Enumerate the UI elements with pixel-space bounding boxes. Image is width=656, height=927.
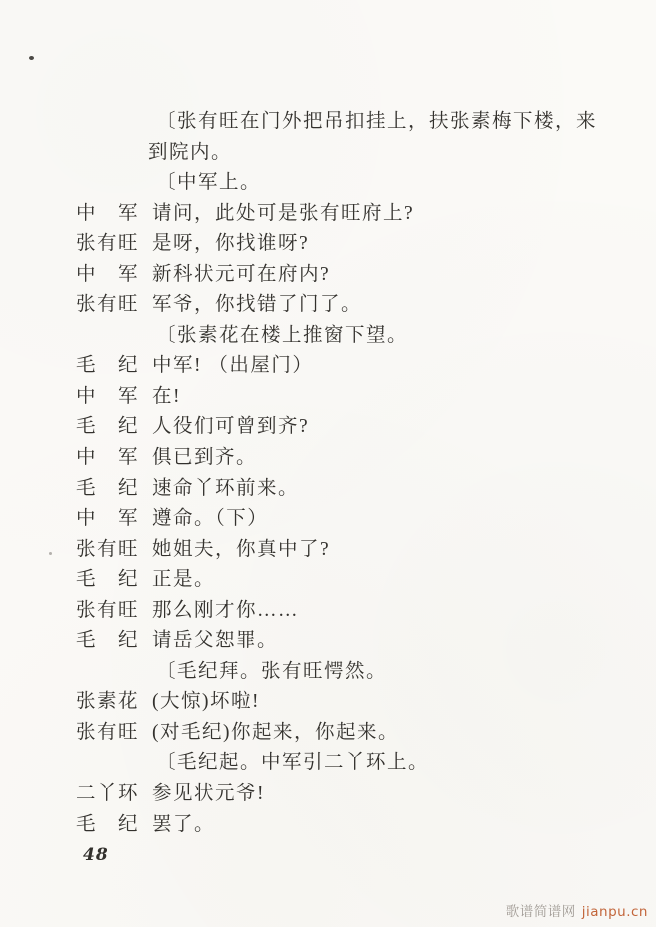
stage-direction-text: 〔张素花在楼上推窗下望。 [156,324,409,346]
dialogue-text: 新科状元可在府内? [152,263,331,285]
speaker-name: 张有旺 [76,294,140,316]
dialogue-text: 人役们可曾到齐? [152,416,310,438]
speaker-name: 张素花 [76,691,140,713]
speaker-name: 张有旺 [76,538,140,560]
dialogue-text: 参见状元爷! [152,783,265,805]
speaker-name: 中 军 [76,263,140,285]
script-line-dialogue [0,687,656,718]
script-line-dialogue [0,260,656,291]
speaker-name: 张有旺 [76,721,140,743]
script-line-dialogue [0,779,656,810]
dialogue-text: 正是。 [152,569,216,591]
dialogue-text: 在! [152,385,181,407]
dialogue-text: 军爷，你找错了门了。 [152,294,363,316]
speaker-name: 中 军 [76,202,140,224]
dialogue-text: 请岳父恕罪。 [152,630,279,652]
script-line-stage-direction [0,657,656,688]
dialogue-text: 罢了。 [152,813,216,835]
dialogue-text: 俱已到齐。 [152,447,258,469]
speaker-name: 张有旺 [76,599,140,621]
dialogue-text: (大惊)坏啦! [152,691,260,713]
speaker-name: 中 军 [76,447,140,469]
script-line-dialogue [0,199,656,230]
dialogue-text: 请问，此处可是张有旺府上? [152,202,415,224]
dialogue-text: 中军! （出屋门） [152,355,314,377]
watermark-url: jianpu.cn [581,904,648,920]
script-line-dialogue [0,718,656,749]
script-line-dialogue [0,626,656,657]
dialogue-text: 速命丫环前来。 [152,477,300,499]
script-line-stage-direction [0,138,656,169]
stage-direction-text: 〔中军上。 [156,172,262,194]
stage-direction-text: 到院内。 [148,141,233,163]
speaker-name: 中 军 [76,385,140,407]
speaker-name: 毛 纪 [76,477,140,499]
script-line-dialogue [0,443,656,474]
scan-speck [29,56,34,60]
page-number: 48 [83,845,109,865]
stage-direction-text: 〔毛纪拜。张有旺愕然。 [156,660,388,682]
script-line-dialogue [0,412,656,443]
stage-direction-text: 〔张有旺在门外把吊扣挂上，扶张素梅下楼，来 [156,111,598,132]
stage-direction-text: 〔毛纪起。中军引二丫环上。 [156,752,430,774]
speaker-name: 二丫环 [76,783,140,805]
script-line-stage-direction [0,107,656,138]
script-line-dialogue [0,596,656,627]
script-body [0,107,656,840]
script-line-dialogue [0,382,656,413]
speaker-name: 毛 纪 [76,569,140,591]
script-line-dialogue [0,229,656,260]
script-line-dialogue [0,474,656,505]
speaker-name: 毛 纪 [76,416,140,438]
script-line-dialogue [0,351,656,382]
script-line-dialogue [0,504,656,535]
speaker-name: 张有旺 [76,233,140,255]
speaker-name: 毛 纪 [76,813,140,835]
dialogue-text: (对毛纪)你起来，你起来。 [152,721,399,743]
script-line-stage-direction [0,168,656,199]
script-line-stage-direction [0,748,656,779]
dialogue-text: 那么刚才你…… [152,599,300,621]
dialogue-text: 她姐夫，你真中了? [152,538,331,560]
script-line-stage-direction [0,321,656,352]
dialogue-text: 是呀，你找谁呀? [152,233,310,255]
watermark [506,900,648,920]
speaker-name: 毛 纪 [76,355,140,377]
script-line-dialogue [0,565,656,596]
script-line-dialogue [0,290,656,321]
watermark-site-name: 歌谱简谱网 [505,904,576,920]
speaker-name: 中 军 [76,508,140,530]
script-line-dialogue [0,535,656,566]
speaker-name: 毛 纪 [76,630,140,652]
dialogue-text: 遵命。（下） [152,508,269,530]
script-line-dialogue [0,810,656,841]
